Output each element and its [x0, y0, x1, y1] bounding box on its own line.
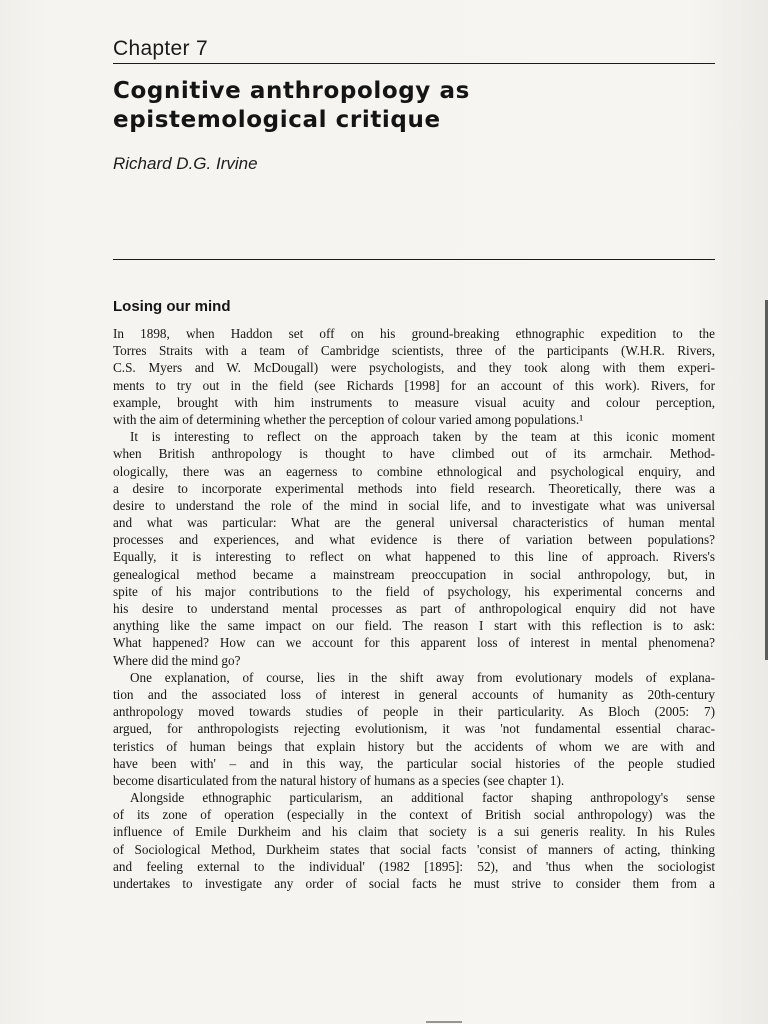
text-line: ments to try out in the field (see Richards [1998] for an account of this work). Rivers, for [113, 377, 715, 393]
text-line: when British anthropology is thought to have climbed out of its armchair. Method- [113, 446, 715, 462]
title-line-2: epistemological critique [113, 107, 441, 133]
text-line: It is interesting to reflect on the approach taken by the team at this iconic moment [130, 429, 715, 445]
section-rule [113, 259, 715, 260]
text-line: Torres Straits with a team of Cambridge scientists, three of the participants (W.H.R. Rivers, [113, 343, 715, 359]
text-line: teristics of human beings that explain history but the accidents of whom we are with and [113, 738, 715, 754]
text-line: ologically, there was an eagerness to combine ethnological and psychological enquiry, and [113, 463, 715, 479]
text-line: his desire to understand mental processes as part of anthropological enquiry did not have [113, 601, 715, 616]
text-line: and feeling external to the individual' (1982 [1895]: 52), and 'thus when the sociologist [113, 858, 715, 874]
text-line: argued, for anthropologists rejecting evolutionism, it was 'not fundamental essential charac- [113, 721, 715, 737]
chapter-label: Chapter 7 [113, 37, 208, 60]
text-line: tion and the associated loss of interest in general accounts of humanity as 20th-century [113, 686, 715, 702]
text-line: become disarticulated from the natural history of humans as a species (see chapter 1). [113, 772, 565, 788]
text-line: C.S. Myers and W. McDougall) were psychologists, and they took along with them experi- [113, 360, 715, 376]
text-line: anthropology moved towards studies of people in their particularity. As Bloch (2005: 7) [113, 704, 715, 720]
top-rule [113, 63, 715, 64]
text-line: Where did the mind go? [113, 652, 241, 668]
text-line: genealogical method became a mainstream preoccupation in social anthropology, but, in [113, 566, 715, 582]
title-line-1: Cognitive anthropology as [113, 78, 470, 104]
text-line: of its zone of operation (especially in the context of British social anthropology) was the [113, 807, 715, 823]
text-line: and what was particular: What are the general universal characteristics of human mental [113, 515, 715, 531]
text-line: What happened? How can we account for this apparent loss of interest in mental phenomena? [113, 635, 715, 651]
text-line: In 1898, when Haddon set off on his ground-breaking ethnographic expedition to the [113, 326, 715, 341]
text-line: example, brought with him instruments to measure visual acuity and colour perception, [113, 394, 715, 410]
bottom-edge-mark [426, 1021, 462, 1023]
text-line: influence of Emile Durkheim and his claim that society is a sui generis reality. In his Rules [113, 824, 715, 840]
chapter-title [113, 77, 713, 135]
text-line: spite of his major contributions to the field of psychology, his experimental concerns and [113, 583, 715, 599]
section-heading: Losing our mind [113, 298, 231, 315]
text-line: desire to understand the role of the mind in social life, and to investigate what was universal [113, 497, 715, 513]
text-line: have been with' – and in this way, the particular social histories of the people studied [113, 755, 715, 771]
author-name: Richard D.G. Irvine [113, 154, 258, 173]
text-line: processes and experiences, and what evidence is there of variation between populations? [113, 532, 715, 548]
text-line: Equally, it is interesting to reflect on what happened to this line of approach. Rivers's [113, 549, 715, 565]
text-line: with the aim of determining whether the perception of colour varied among populations.¹ [113, 411, 584, 427]
body-text [113, 325, 715, 892]
text-line: Alongside ethnographic particularism, an additional factor shaping anthropology's sense [130, 790, 715, 806]
text-line: a desire to incorporate experimental methods into field research. Theoretically, there was a [113, 480, 715, 496]
text-line: One explanation, of course, lies in the shift away from evolutionary models of explana- [130, 669, 715, 685]
text-line: of Sociological Method, Durkheim states that social facts 'consist of manners of acting, thinking [113, 841, 715, 857]
text-line: anything like the same impact on our field. The reason I start with this reflection is to ask: [113, 618, 715, 634]
text-line: undertakes to investigate any order of social facts he must strive to consider them from a [113, 876, 715, 891]
